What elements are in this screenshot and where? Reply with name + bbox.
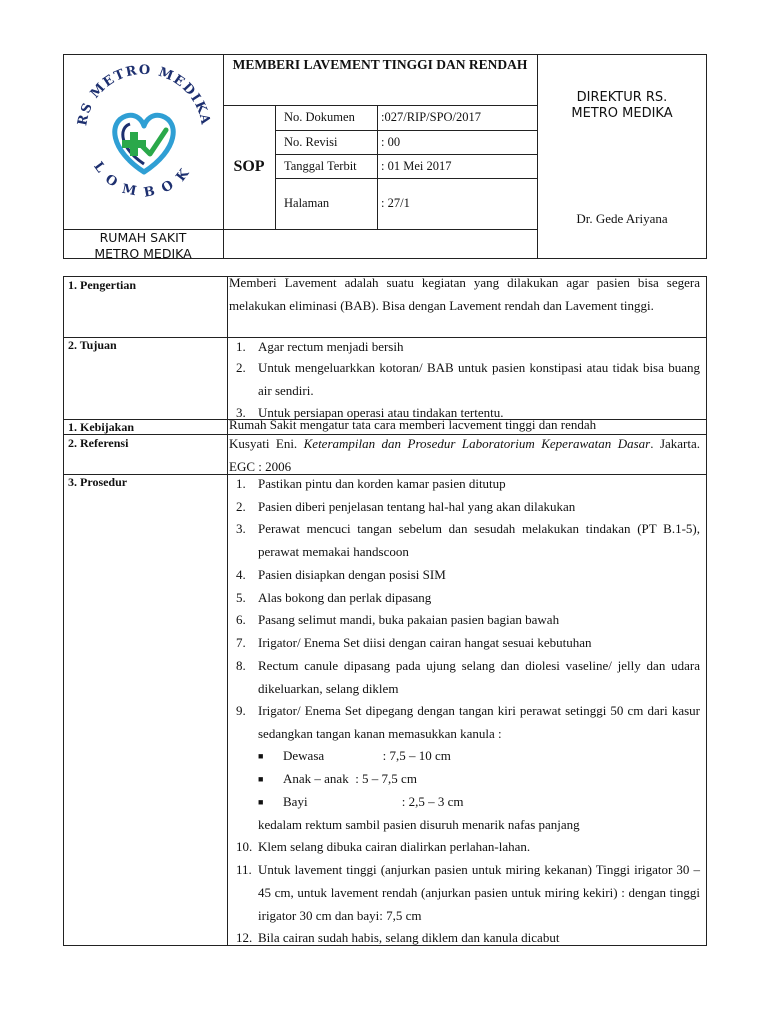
step-text: Untuk lavement tinggi (anjurkan pasien untuk miring kekanan) Tinggi irigator 30 – 45 cm, untuk lavement rendah (anjurkan pasien untuk miring kekiri) : dengan tinggi irigator 30 cm dan bayi: 7,5 cm [258,862,700,923]
header-divider [275,130,537,131]
tujuan-item [236,356,700,402]
sop-label: SOP [233,158,265,175]
referensi-book-title: Keterampilan dan Prosedur Laboratorium Keperawatan Dasar [303,436,651,451]
referensi-author: Kusyati Eni. [229,436,304,451]
item-text: Agar rectum menjadi bersih [258,339,404,354]
svg-text:RS METRO MEDIKA [75,63,213,127]
issue-date-value: : 01 Mei 2017 [381,159,452,173]
prosedur-step [236,608,700,631]
referensi-publisher: . Jakarta. EGC : 2006 [229,436,700,474]
step-number: 7. [236,635,246,650]
hospital-name [63,230,223,262]
step-text: Pasang selimut mandi, buka pakaian pasien bagian bawah [258,612,560,627]
step-number: 6. [236,612,246,627]
section-label-pengertian: 1. Pengertian [68,278,136,292]
prosedur-step [236,472,700,495]
prosedur-step [236,699,700,745]
prosedur-step [236,631,700,654]
doc-number-value: :027/RIP/SPO/2017 [381,110,482,124]
kanula-depth-item: ■ Bayi : 2,5 – 3 cm [258,794,464,809]
header-divider [275,154,537,155]
header-divider [377,105,378,229]
step-number: 4. [236,567,246,582]
step-text: Klem selang dibuka cairan dialirkan perlahan-lahan. [258,839,531,854]
doc-number-label: No. Dokumen [284,110,355,124]
prosedur-step [236,858,700,927]
director-title-line2: METRO MEDIKA [571,106,673,121]
prosedur-step [236,563,700,586]
header-divider [275,105,276,229]
kanula-depth-text: Dewasa : 7,5 – 10 cm [283,748,451,763]
prosedur-step [236,926,700,949]
svg-text:LOMBOK [90,159,197,201]
step-text: Pasien diberi penjelasan tentang hal-hal yang akan dilakukan [258,499,576,514]
prosedur-step [236,517,700,563]
step-text: Perawat mencuci tangan sebelum dan sesudah melakukan tindakan (PT B.1-5), perawat memakai handscoon [258,521,700,559]
kanula-depth-text: Anak – anak : 5 – 7,5 cm [283,771,417,786]
logo-arc-text: RS METRO MEDIKA [75,62,213,128]
kebijakan-text: Rumah Sakit mengatur tata cara memberi lacvement tinggi dan rendah [229,417,597,432]
item-number: 1. [236,339,246,354]
page-label: Halaman [284,196,330,210]
prosedur-step [236,495,700,518]
header-divider [537,54,538,259]
logo-bottom-text: LOMBOK [90,159,198,202]
prosedur-step [236,835,700,858]
step-text: Bila cairan sudah habis, selang diklem dan kanula dicabut [258,930,560,945]
step-text: Alas bokong dan perlak dipasang [258,590,432,605]
hospital-name-line1: RUMAH SAKIT [99,230,187,245]
kanula-depth-text: Bayi : 2,5 – 3 cm [283,794,464,809]
table-column-divider [227,276,228,946]
step-number: 10. [236,839,253,854]
prosedur-step-continuation: kedalam rektum sambil pasien disuruh menarik nafas panjang [258,817,580,832]
prosedur-step [236,586,700,609]
section-label-kebijakan: 1. Kebijakan [68,420,135,434]
step-number: 1. [236,476,246,491]
tujuan-item [236,335,700,358]
header-divider [275,178,537,179]
director-name: Dr. Gede Ariyana [576,211,668,226]
step-number: 5. [236,590,246,605]
kanula-depth-item: ■ Anak – anak : 5 – 7,5 cm [258,771,417,786]
item-number: 3. [236,405,246,420]
prosedur-step [236,654,700,700]
section-label-referensi: 2. Referensi [68,436,129,450]
kanula-depth-item: ■ Dewasa : 7,5 – 10 cm [258,748,451,763]
section-label-tujuan: 2. Tujuan [68,338,117,352]
pengertian-text: Memberi Lavement adalah suatu kegiatan yang dilakukan agar pasien bisa segera melakukan eliminasi (BAB). Bisa dengan Lavement rendah dan Lavement tinggi. [229,275,700,313]
hospital-logo [70,60,218,220]
section-label-prosedur: 3. Prosedur [68,475,128,489]
step-text: Pasien disiapkan dengan posisi SIM [258,567,446,582]
header-divider [223,105,537,106]
step-number: 12. [236,930,253,945]
item-text: Untuk mengeluarkkan kotoran/ BAB untuk pasien konstipasi atau tidak bisa buang air sendiri. [258,360,700,398]
revision-value: : 00 [381,135,401,149]
issue-date-label: Tanggal Terbit [284,159,357,173]
page-value: : 27/1 [381,196,410,210]
director-title-line1: DIREKTUR RS. [576,90,668,105]
step-number: 3. [236,521,246,536]
step-number: 9. [236,703,246,718]
step-number: 8. [236,658,246,673]
hospital-name-line2: METRO MEDIKA [94,246,192,261]
step-text: Pastikan pintu dan korden kamar pasien ditutup [258,476,506,491]
step-number: 2. [236,499,246,514]
step-number: 11. [236,862,252,877]
step-text: Irigator/ Enema Set diisi dengan cairan hangat sesuai kebutuhan [258,635,592,650]
item-number: 2. [236,360,246,375]
step-text: Rectum canule dipasang pada ujung selang dan diolesi vaseline/ jelly dan udara dikeluarkan, selang diklem [258,658,700,696]
revision-label: No. Revisi [284,135,338,149]
item-text: Untuk persiapan operasi atau tindakan tertentu. [258,405,504,420]
step-text: Irigator/ Enema Set dipegang dengan tangan kiri perawat setinggi 50 cm dari kasur sedangkan tangan kanan memasukkan kanula : [258,703,700,741]
document-title: MEMBERI LAVEMENT TINGGI DAN RENDAH [232,57,528,72]
